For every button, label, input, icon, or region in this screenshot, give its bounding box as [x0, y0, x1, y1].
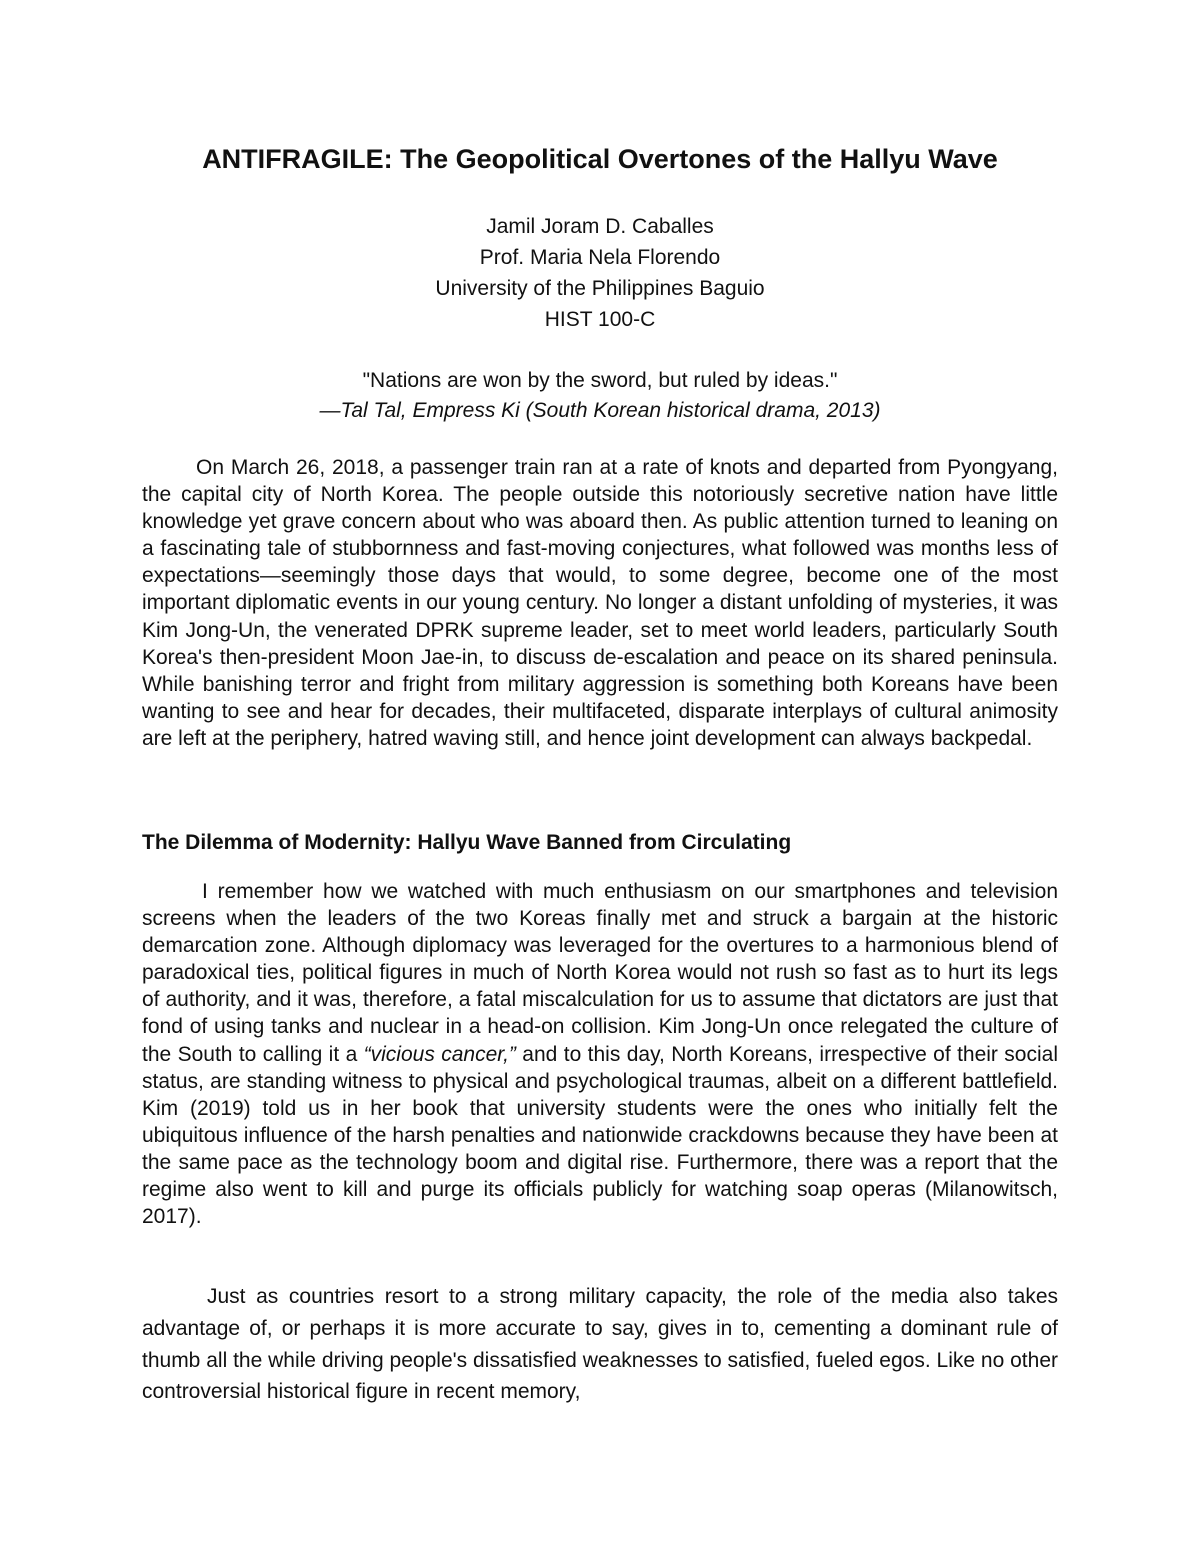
paragraph-3: Just as countries resort to a strong military capacity, the role of the media also takes advantage of, or perhaps it is more accurate to say, gives in to, cementing a dominant rule of thumb all the while driving people's dissatisfied weaknesses to satisfied, fueled egos. Like no other controversial historical figure in recent memory, — [142, 1285, 1058, 1404]
paragraph-2-text-a: I remember how we watched with much enthusiasm on our smartphones and television screens when the leaders of the two Koreas finally met and struck a bargain at the historic demarcation zone. Although diplomacy was leveraged for the overtures to a harmonious blend of paradoxical ties, political figures in much of North Korea would not rush so fast as to hurt its legs of authority, and it was, therefore, a fatal miscalculation for us to assume that dictators are just that fond of using tanks and nuclear in a head-on collision. Kim Jong-Un once relegated the culture of the South to calling it a — [142, 880, 1058, 1066]
page-title: ANTIFRAGILE: The Geopolitical Overtones of the Hallyu Wave — [202, 144, 998, 174]
epigraph-quote: "Nations are won by the sword, but ruled by ideas." — [362, 369, 838, 392]
university-name: University of the Philippines Baguio — [435, 277, 765, 300]
author-block — [0, 211, 1200, 335]
author-name: Jamil Joram D. Caballes — [486, 215, 714, 238]
paragraph-1: On March 26, 2018, a passenger train ran at a rate of knots and departed from Pyongyang, the capital city of North Korea. The people outside this notoriously secretive nation have little knowledge yet grave concern about who was aboard then. As public attention turned to leaning on a fascinating tale of stubbornness and fast-moving conjectures, what followed was months less of expectations—seemingly those days that would, to some degree, become one of the most important diplomatic events in our young century. No longer a distant unfolding of mysteries, it was Kim Jong-Un, the venerated DPRK supreme leader, set to meet world leaders, particularly South Korea's then-president Moon Jae-in, to discuss de-escalation and peace on its shared peninsula. While banishing terror and fright from military aggression is something both Koreans have been wanting to see and hear for decades, their multifaceted, disparate interplays of cultural animosity are left at the periphery, hatred waving still, and hence joint development can always backpedal. — [142, 456, 1058, 750]
paragraph-2 — [142, 878, 1058, 1230]
epigraph-attribution: —Tal Tal, Empress Ki (South Korean historical drama, 2013) — [319, 399, 881, 422]
epigraph — [0, 366, 1200, 426]
professor-name: Prof. Maria Nela Florendo — [479, 246, 721, 269]
section-heading: The Dilemma of Modernity: Hallyu Wave Banned from Circulating — [142, 831, 792, 854]
course-code: HIST 100-C — [544, 308, 656, 331]
paragraph-2-quote: “vicious cancer,” — [363, 1042, 516, 1066]
paragraph-2-text-b: and to this day, North Koreans, irrespective of their social status, are standing witness to physical and psychological traumas, albeit on a different battlefield. Kim (2019) told us in her book that university students were the ones who initially felt the ubiquitous influence of the harsh penalties and nationwide crackdowns because they have been at the same pace as the technology boom and digital rise. Furthermore, there was a report that the regime also went to kill and purge its officials publicly for watching soap operas (Milanowitsch, 2017). — [142, 1042, 1058, 1229]
